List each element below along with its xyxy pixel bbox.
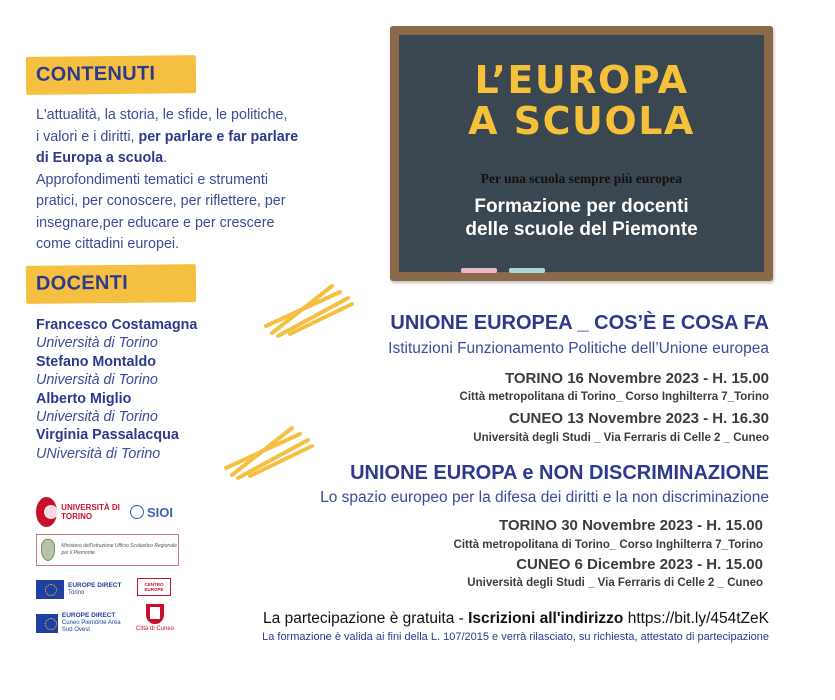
teacher-name: Francesco Costamagna [36,317,198,333]
session-venue: Università degli Studi _ Via Ferraris di Celle 2 _ Cuneo [473,432,769,444]
europe-direct-torino-text [68,582,121,597]
piemonte-logo [137,578,171,596]
europe-direct-sub: Cuneo Piemonte Area Sud Ovest [61,620,121,633]
ministero-logo-text: Ministero dell'Istruzione Ufficio Scolastico Regionale per il Piemonte [61,543,177,556]
docenti-heading: DOCENTI [35,271,129,295]
yellow-scribble-icon [262,278,357,338]
contenuti-heading: CONTENUTI [35,62,156,86]
chalkboard [390,26,773,281]
docenti-heading-tag [26,264,196,304]
ministero-logo [36,534,179,566]
piemonte-logo-text: CENTRO EUROPE [144,582,164,592]
signup-link[interactable]: https://bit.ly/454tZeK [623,610,769,627]
chalkboard-surface [399,35,764,272]
event-description: Lo spazio europeo per la difesa dei diritti e la non discriminazione [320,489,769,506]
teacher-university: Università di Torino [36,372,158,389]
eu-flag-icon [36,580,64,599]
contenuti-description [36,105,336,256]
session-date: TORINO 16 Novembre 2023 - H. 15.00 [504,370,769,387]
cuneo-logo-text: Città di Cuneo [135,626,175,632]
yellow-scribble-icon [222,420,317,480]
event-description: Istituzioni Funzionamento Politiche dell’Unione europea [388,340,769,357]
board-title-line: L’EUROPA [474,58,689,102]
sioi-logo-text: SIOI [147,504,174,520]
board-training-line: delle scuole del Piemonte [465,219,698,240]
session-venue: Città metropolitana di Torino_ Corso Inghilterra 7_Torino [453,539,763,551]
teacher-item [36,316,286,353]
board-title [399,60,764,142]
europe-direct-cuneo-logo [36,610,131,636]
contenuti-line: L'attualità, la storia, le sfide, le politiche, [36,107,288,123]
session-date: CUNEO 6 Dicembre 2023 - H. 15.00 [516,556,763,573]
contenuti-emphasis: di Europa a scuola [36,150,164,166]
europe-direct-label: EUROPE DIRECT [68,581,122,589]
event-title: UNIONE EUROPA e NON DISCRIMINAZIONE [350,462,769,484]
contenuti-line: Approfondimenti tematici e strumenti [36,171,269,188]
event-title: UNIONE EUROPEA _ COS’È E COSA FA [390,312,769,334]
eu-flag-icon [36,614,58,633]
contenuti-heading-tag [26,55,196,95]
teacher-item [36,353,286,390]
session-venue: Città metropolitana di Torino_ Corso Inghilterra 7_Torino [459,391,769,403]
teacher-name: Virginia Passalacqua [36,427,179,444]
certification-note: La formazione è valida ai fini della L. 107/2015 e verrà rilasciato, su richiesta, attestato di partecipazione [262,631,769,643]
teacher-university: Università di Torino [36,335,158,352]
sioi-logo [130,502,190,522]
signup-label: Iscrizioni all'indirizzo [468,610,624,627]
teacher-university: UNiversità di Torino [36,445,161,462]
teacher-university: Università di Torino [36,409,158,426]
board-subtitle: Per una scuola sempre più europea [480,171,683,186]
contenuti-emphasis: per parlare e far parlare [138,128,299,145]
cuneo-logo [135,604,175,638]
unito-seal-icon [36,497,57,527]
session-date: TORINO 30 Novembre 2023 - H. 15.00 [498,517,763,534]
board-training-line: Formazione per docenti [474,196,689,217]
participation-info [263,610,769,628]
contenuti-line: i valori e i diritti, [36,128,139,145]
teacher-name: Stefano Montaldo [36,353,156,370]
unito-logo-text: UNIVERSITÀ DI TORINO [61,503,120,521]
contenuti-line: pratici, per conoscere, per riflettere, per [36,193,286,209]
contenuti-punct: . [163,150,168,166]
board-title-line: A SCUOLA [468,99,695,143]
europe-direct-cuneo-text [62,612,131,634]
session-venue: Università degli Studi _ Via Ferraris di Celle 2 _ Cuneo [467,577,763,589]
contenuti-line: come cittadini europei. [36,236,180,252]
cuneo-crest-icon [146,604,164,624]
teacher-name: Alberto Miglio [36,390,132,407]
europe-direct-sub: Torino [68,589,85,596]
republic-emblem-icon [41,539,55,561]
session-date: CUNEO 13 Novembre 2023 - H. 16.30 [508,410,769,427]
blue-chalk-icon [509,268,545,273]
europe-direct-label: EUROPE DIRECT [61,612,116,619]
pink-chalk-icon [461,268,497,273]
contenuti-line: insegnare,per educare e per crescere [36,214,275,231]
europe-direct-torino-logo [36,578,131,600]
board-training [399,195,764,241]
unito-logo [36,494,126,530]
participation-text: La partecipazione è gratuita - [263,610,469,627]
globe-icon [130,505,144,519]
